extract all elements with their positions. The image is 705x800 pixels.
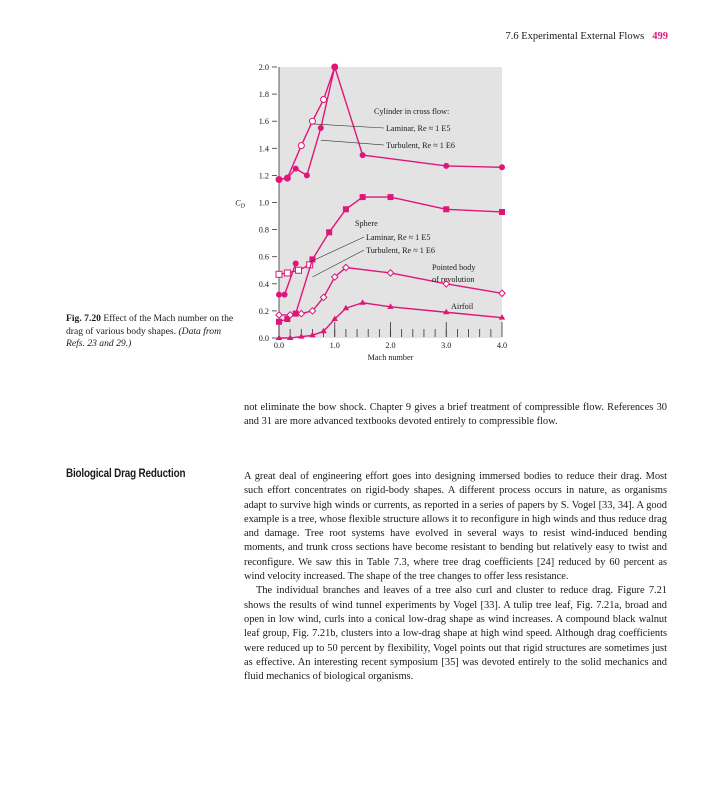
data-point [304, 172, 310, 178]
x-tick-label: 2.0 [385, 341, 396, 350]
figure-caption-text: Effect of the Mach number on the drag of various body shapes. [66, 313, 234, 337]
y-tick-label: 1.2 [258, 171, 269, 181]
section-body [244, 470, 667, 684]
section-heading: Biological Drag Reduction [66, 468, 186, 480]
data-point [282, 292, 288, 298]
data-point [388, 194, 394, 200]
annotation-cylinder-turbulent: Turbulent, Re ≈ 1 E6 [386, 141, 456, 150]
data-point [321, 97, 327, 103]
data-point [360, 194, 366, 200]
data-point [499, 164, 505, 170]
y-tick-label: 0.4 [258, 279, 269, 289]
intro-paragraph-block [244, 401, 667, 430]
y-tick-label: 0.8 [258, 225, 269, 235]
data-point [296, 267, 302, 273]
page-number: 499 [652, 31, 668, 42]
annotation-sphere-turbulent: Turbulent, Re ≈ 1 E6 [366, 246, 436, 255]
data-point [284, 175, 290, 181]
annotation-cylinder-title: Cylinder in cross flow: [374, 107, 450, 116]
paragraph-2: The individual branches and leaves of a tree also curl and cluster to reduce drag. Figure 7.21 shows the results of wind tunnel experiments by Vogel [33]. A tulip tree leaf, Fig. 7.21a, broad and open in low wind, curls into a conical low-drag shape as wind increases. A compound black walnut leaf group, Fig. 7.21b, clusters into a low-drag shape at high wind speed. Although drag coefficients were reduced up to 50 percent by flexibility, Vogel points out that rigid structures are sometimes just as effective. An interesting recent symposium [35] was devoted entirely to the solid mechanics and fluid mechanics of biological organisms. [244, 585, 667, 683]
data-point [443, 206, 449, 212]
data-point [298, 143, 304, 149]
data-point [318, 125, 324, 131]
x-tick-label: 3.0 [441, 341, 452, 350]
annotation-pointed-body: Pointed body [432, 263, 476, 272]
data-point [276, 319, 282, 325]
y-tick-label: 0.6 [258, 252, 269, 262]
y-tick-label: 1.6 [258, 117, 269, 127]
data-point [309, 118, 315, 124]
data-point [276, 176, 282, 182]
y-tick-label: 2.0 [258, 63, 269, 72]
y-tick-label: 1.4 [258, 144, 269, 154]
annotation-cylinder-laminar: Laminar, Re ≈ 1 E5 [386, 124, 451, 133]
annotation-sphere-title: Sphere [355, 219, 378, 228]
data-point [326, 229, 332, 235]
x-tick-label: 0.0 [273, 341, 285, 350]
data-point [276, 271, 282, 277]
annotation-airfoil: Airfoil [451, 302, 474, 311]
data-point [284, 270, 290, 276]
x-axis-label: Mach number [367, 353, 414, 362]
paragraph-1: A great deal of engineering effort goes into designing immersed bodies to reduce their drag. Most such effort concentrates on rigid-body shapes. A different process occurs in nature, as organisms adapt to survive high winds or currents, as reported in a series of papers by S. Vogel [33, 34]. A good example is a tree, whose flexible structure allows it to reconfigure in high winds and thus reduce drag and damage. Tree root systems have evolved in several ways to resist wind-induced bending moments, and trunk cross sections have become resistant to bending but relatively easy to twist and reconfigure. We saw this in Table 7.3, where tree drag coefficients [24] reduced by 60 percent as wind velocity increased. The shape of the tree changes to offer less resistance. [244, 471, 667, 583]
data-point [499, 209, 505, 215]
intro-paragraph: not eliminate the bow shock. Chapter 9 gives a brief treatment of compressible flow. References 30 and 31 are more advanced textbooks devoted entirely to compressible flow. [244, 402, 667, 428]
figure-caption-source: (Data from Refs. 23 and 29.) [66, 325, 222, 350]
y-tick-label: 1.8 [258, 90, 269, 100]
y-tick-label: 0.2 [258, 306, 269, 316]
data-point [443, 163, 449, 169]
x-tick-label: 4.0 [496, 341, 508, 350]
y-tick-label: 0.0 [258, 334, 269, 343]
running-head-section: 7.6 Experimental External Flows [505, 31, 645, 42]
data-point [276, 292, 282, 298]
x-tick-label: 1.0 [329, 341, 340, 350]
data-point [343, 206, 349, 212]
figure-label: Fig. 7.20 [66, 313, 101, 324]
y-axis-label: $C_D$ [235, 198, 245, 210]
annotation-sphere-laminar: Laminar, Re ≈ 1 E5 [366, 233, 431, 242]
data-point [293, 166, 299, 172]
y-tick-label: 1.0 [258, 198, 269, 208]
figure-caption [66, 313, 236, 351]
data-point [360, 152, 366, 158]
data-point [293, 260, 299, 266]
data-point [332, 64, 338, 70]
annotation-pointed-body-2: of revolution [432, 275, 475, 284]
